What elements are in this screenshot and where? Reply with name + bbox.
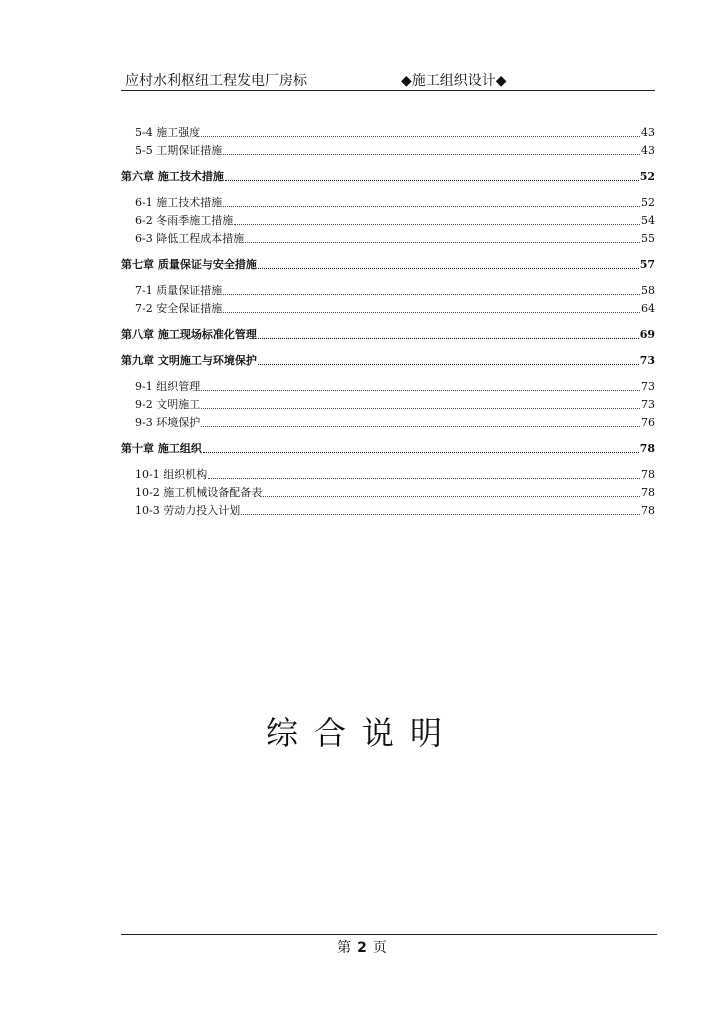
toc-chapter-entry[interactable] [121,168,655,186]
toc-dot-leader [258,364,639,365]
toc-dot-leader [241,514,640,515]
toc-dot-leader [203,452,639,453]
toc-dot-leader [201,390,640,391]
toc-entry-label: 6-2 冬雨季施工措施 [135,214,234,227]
toc-entry-label: 9-2 文明施工 [135,398,201,411]
toc-entry-page: 58 [641,284,655,297]
toc-section-entry[interactable] [121,124,655,142]
page-footer [0,937,724,957]
page-prefix: 第 [337,940,352,956]
toc-dot-leader [258,268,639,269]
toc-entry-label: 5-4 施工强度 [135,126,201,139]
toc-entry-page: 78 [639,442,655,455]
toc-section-entry[interactable] [121,142,655,160]
toc-entry-page: 78 [641,468,655,481]
toc-entry-page: 78 [641,486,655,499]
toc-dot-leader [245,242,640,243]
toc-entry-label: 第七章 质量保证与安全措施 [121,258,257,271]
toc-section-entry[interactable] [121,282,655,300]
toc-entry-page: 73 [639,354,655,367]
toc-chapter-entry[interactable] [121,256,655,274]
toc-section-entry[interactable] [121,378,655,396]
toc-section-entry[interactable] [121,484,655,502]
toc-entry-label: 10-2 施工机械设备配备表 [135,486,263,499]
toc-dot-leader [201,408,640,409]
toc-entry-label: 7-1 质量保证措施 [135,284,223,297]
toc-section-entry[interactable] [121,212,655,230]
toc-dot-leader [223,312,640,313]
toc-section-entry[interactable] [121,502,655,520]
table-of-contents [121,124,655,520]
toc-entry-label: 第十章 施工组织 [121,442,202,455]
toc-entry-page: 54 [641,214,655,227]
footer-divider [121,934,657,935]
toc-entry-page: 43 [641,144,655,157]
toc-entry-page: 69 [639,328,655,341]
toc-entry-label: 6-1 施工技术措施 [135,196,223,209]
toc-chapter-entry[interactable] [121,440,655,458]
toc-entry-page: 43 [641,126,655,139]
toc-dot-leader [258,338,639,339]
document-type: ◆施工组织设计◆ [401,73,507,89]
toc-entry-label: 9-1 组织管理 [135,380,201,393]
toc-section-entry[interactable] [121,466,655,484]
toc-dot-leader [201,426,640,427]
toc-entry-page: 76 [641,416,655,429]
toc-entry-label: 10-3 劳动力投入计划 [135,504,241,517]
toc-dot-leader [223,206,640,207]
page-number: 2 [357,940,367,956]
toc-dot-leader [208,478,640,479]
project-title: 应村水利枢纽工程发电厂房标 [125,73,307,89]
toc-entry-label: 7-2 安全保证措施 [135,302,223,315]
toc-dot-leader [225,180,639,181]
toc-entry-label: 第八章 施工现场标准化管理 [121,328,257,341]
toc-entry-page: 73 [641,380,655,393]
toc-entry-page: 55 [641,232,655,245]
toc-entry-page: 78 [641,504,655,517]
page-suffix: 页 [372,940,387,956]
toc-entry-page: 73 [641,398,655,411]
toc-entry-page: 52 [641,196,655,209]
toc-section-entry[interactable] [121,230,655,248]
section-title: 综合说明 [265,714,458,752]
toc-dot-leader [201,136,640,137]
toc-entry-page: 52 [639,170,655,183]
toc-chapter-entry[interactable] [121,352,655,370]
toc-entry-label: 第九章 文明施工与环境保护 [121,354,257,367]
toc-dot-leader [223,294,640,295]
toc-entry-page: 57 [639,258,655,271]
toc-section-entry[interactable] [121,396,655,414]
toc-section-entry[interactable] [121,300,655,318]
toc-entry-label: 9-3 环境保护 [135,416,201,429]
toc-entry-page: 64 [641,302,655,315]
toc-section-entry[interactable] [121,194,655,212]
toc-dot-leader [263,496,640,497]
toc-dot-leader [223,154,640,155]
page-header [121,70,655,91]
toc-chapter-entry[interactable] [121,326,655,344]
toc-entry-label: 6-3 降低工程成本措施 [135,232,245,245]
toc-entry-label: 第六章 施工技术措施 [121,170,224,183]
toc-entry-label: 10-1 组织机构 [135,468,208,481]
toc-section-entry[interactable] [121,414,655,432]
toc-entry-label: 5-5 工期保证措施 [135,144,223,157]
toc-dot-leader [234,224,640,225]
